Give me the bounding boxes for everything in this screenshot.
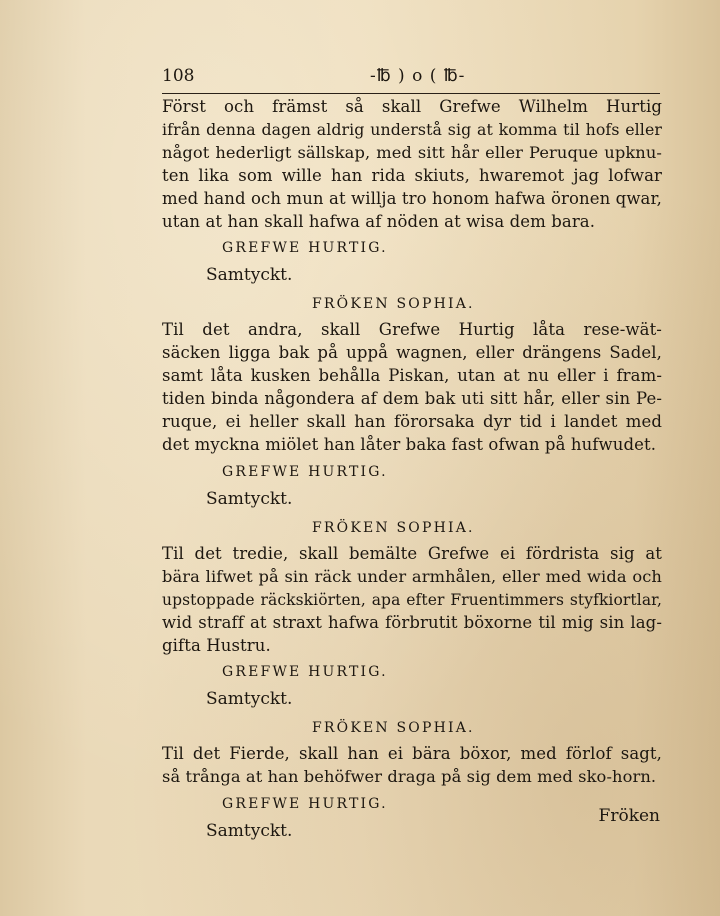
- text-line: Til det Fierde, skall han ei bära böxor, med förlof sagt,: [162, 744, 662, 764]
- reply-line: Samtyckt.: [206, 265, 293, 286]
- speaker-heading: GREFWE HURTIG.: [222, 463, 388, 480]
- text-line: bära lifwet på sin räck under armhålen, eller med wida och: [162, 566, 662, 586]
- paragraph: [162, 96, 662, 233]
- text-line: gifta Hustru.: [162, 635, 271, 655]
- text-line: Först och främst så skall Grefwe Wilhelm Hurtig: [162, 97, 662, 116]
- text-line: tiden binda någondera af dem bak uti sitt hår, eller sin Pe-: [162, 389, 662, 409]
- reply-line: Samtyckt.: [206, 689, 293, 710]
- running-header: [162, 66, 660, 90]
- header-ornament: -℔ ) o ( ℔-: [370, 66, 466, 86]
- paragraph: [162, 543, 662, 658]
- header-rule: [162, 93, 660, 94]
- paragraph: [162, 319, 662, 456]
- text-line: wid straff at straxt hafwa förbrutit böxorne til mig sin lag-: [162, 612, 662, 632]
- catchword: Fröken: [598, 806, 660, 826]
- speaker-heading: FRÖKEN SOPHIA.: [312, 296, 475, 313]
- text-line: så trånga at han behöfwer draga på sig dem med sko-horn.: [162, 767, 657, 787]
- speaker-heading: GREFWE HURTIG.: [222, 796, 388, 813]
- page-number: 108: [162, 66, 195, 86]
- text-body: [162, 96, 662, 849]
- speaker-heading: GREFWE HURTIG.: [222, 664, 388, 681]
- speaker-heading: GREFWE HURTIG.: [222, 240, 388, 257]
- text-line: ten lika som wille han rida skiuts, hwaremot jag lofwar: [162, 165, 662, 185]
- text-line: ruque, ei heller skall han förorsaka dyr tid i landet med: [162, 412, 662, 432]
- speaker-heading: FRÖKEN SOPHIA.: [312, 720, 475, 737]
- reply-line: Samtyckt.: [206, 488, 293, 509]
- text-line: säcken ligga bak på uppå wagnen, eller drängens Sadel,: [162, 343, 662, 363]
- text-line: det myckna miölet han låter baka fast ofwan på hufwudet.: [162, 434, 657, 454]
- paragraph: [162, 743, 662, 789]
- text-line: med hand och mun at willja tro honom hafwa öronen qwar,: [162, 188, 663, 208]
- reply-line: Samtyckt.: [206, 821, 293, 842]
- speaker-heading: FRÖKEN SOPHIA.: [312, 519, 475, 536]
- text-line: Til det andra, skall Grefwe Hurtig låta rese-wät-: [162, 320, 662, 340]
- text-line: samt låta kusken behålla Piskan, utan at nu eller i fram-: [162, 366, 662, 386]
- text-line: upstoppade räckskiörten, apa efter Fruentimmers styfkiortlar,: [162, 590, 662, 609]
- text-line: något hederligt sällskap, med sitt hår eller Peruque upknu-: [162, 142, 662, 162]
- text-line: ifrån denna dagen aldrig understå sig at komma til hofs eller: [162, 119, 662, 139]
- text-line: utan at han skall hafwa af nöden at wisa dem bara.: [162, 211, 596, 231]
- text-line: Til det tredie, skall bemälte Grefwe ei fördrista sig at: [162, 543, 662, 563]
